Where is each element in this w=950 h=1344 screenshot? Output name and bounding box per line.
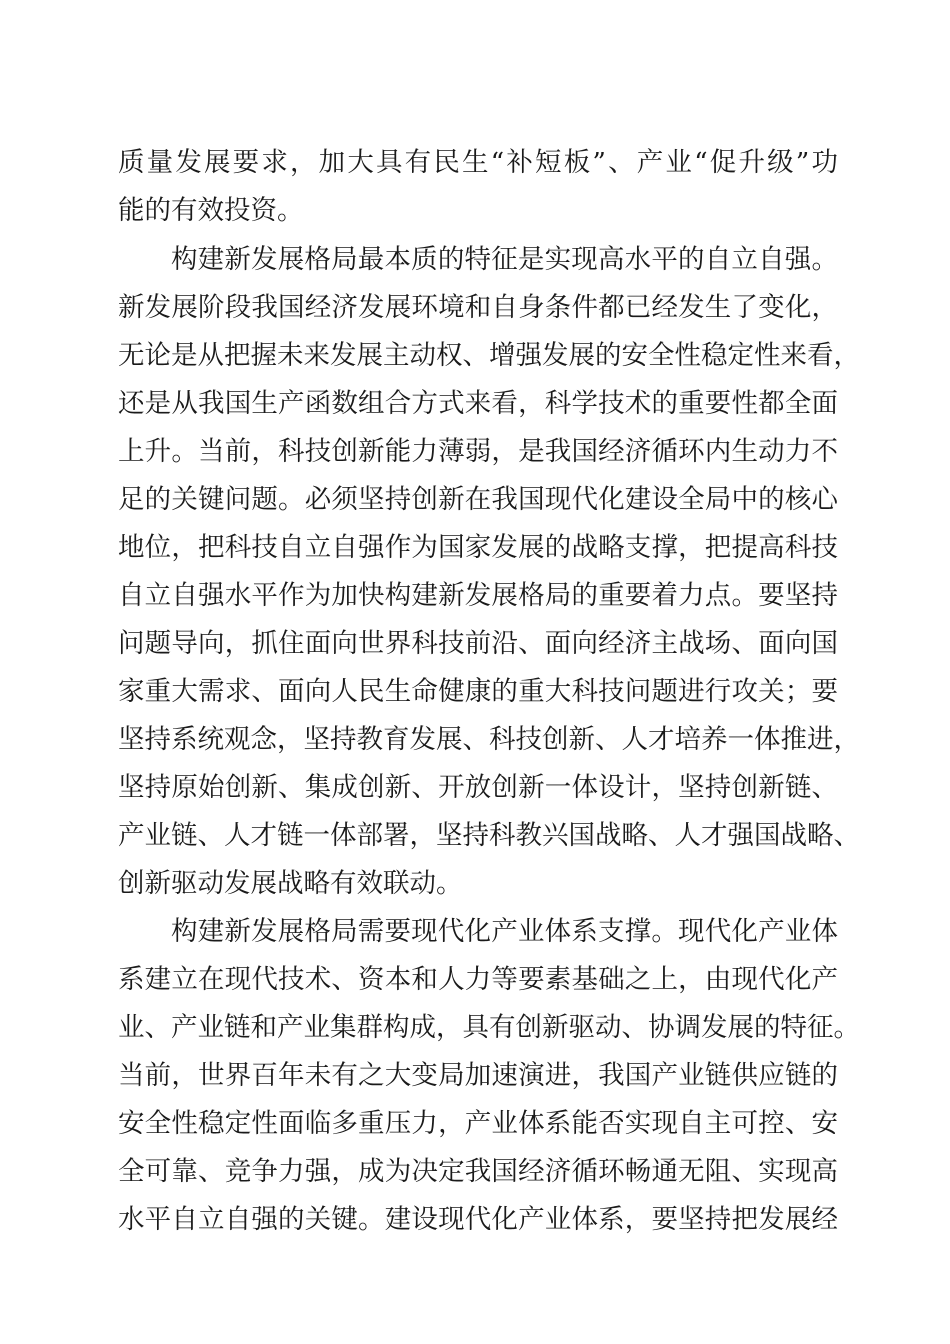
text-line: 产业链、人才链一体部署，坚持科教兴国战略、人才强国战略、 [118,820,860,851]
text-line: 坚持原始创新、集成创新、开放创新一体设计，坚持创新链、 [118,772,838,803]
text-line: 新发展阶段我国经济发展环境和自身条件都已经发生了变化， [118,292,838,323]
text-line: 能的有效投资。 [118,195,304,226]
text-line: 无论是从把握未来发展主动权、增强发展的安全性稳定性来看， [118,340,860,371]
text-line: 水平自立自强的关键。建设现代化产业体系，要坚持把发展经 [118,1204,838,1235]
text-line: 地位，把科技自立自强作为国家发展的战略支撑，把提高科技 [118,532,838,563]
text-line: 坚持系统观念，坚持教育发展、科技创新、人才培养一体推进， [118,724,860,755]
text-line: 家重大需求、面向人民生命健康的重大科技问题进行攻关；要 [118,676,838,707]
text-line: 质量发展要求，加大具有民生“补短板”、产业“促升级”功 [118,147,838,178]
text-line: 自立自强水平作为加快构建新发展格局的重要着力点。要坚持 [118,580,838,611]
text-line: 问题导向，抓住面向世界科技前沿、面向经济主战场、面向国 [118,628,838,659]
text-line: 上升。当前，科技创新能力薄弱，是我国经济循环内生动力不 [118,436,838,467]
text-line: 全可靠、竞争力强，成为决定我国经济循环畅通无阻、实现高 [118,1156,838,1187]
text-line: 业、产业链和产业集群构成，具有创新驱动、协调发展的特征。 [118,1012,860,1043]
paragraph-first-line: 构建新发展格局最本质的特征是实现高水平的自立自强。 [171,244,838,275]
paragraph-first-line: 构建新发展格局需要现代化产业体系支撑。现代化产业体 [171,916,838,947]
text-line: 当前，世界百年未有之大变局加速演进，我国产业链供应链的 [118,1060,838,1091]
text-line: 还是从我国生产函数组合方式来看，科学技术的重要性都全面 [118,388,838,419]
text-line: 安全性稳定性面临多重压力，产业体系能否实现自主可控、安 [118,1108,838,1139]
text-line: 创新驱动发展战略有效联动。 [118,868,463,899]
text-line: 足的关键问题。必须坚持创新在我国现代化建设全局中的核心 [118,484,838,515]
text-line: 系建立在现代技术、资本和人力等要素基础之上，由现代化产 [118,964,838,995]
